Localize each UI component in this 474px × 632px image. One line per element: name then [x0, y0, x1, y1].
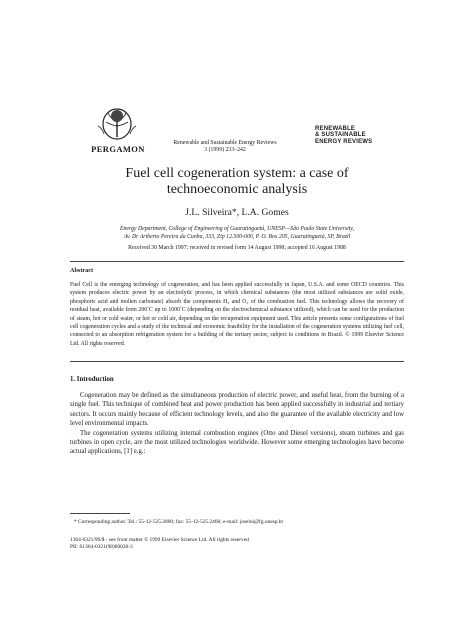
- brand-line: ENERGY REVIEWS: [315, 138, 373, 145]
- journal-citation: [160, 140, 290, 155]
- title-line: technoeconomic analysis: [166, 182, 308, 197]
- copyright-block: [70, 537, 400, 552]
- abstract-text: Fuel Cell is the emerging technology of cogeneration, and has been applied successfully in Japan, U.S.A. and some OECD countries. This system produces electric power by an electrolytic process, in which chemical substances (the most utilized substances are solid oxide, phosphoric acid and molten carbonate) absorb the components H₂ and O₂ of the combustion fuel. This technology allows the recovery of residual heat, available from 200˚C up to 1000˚C (depending on the electrochemical substance utilized), which can be used for the production of steam, hot or cold water, or hot or cold air, depending on the recuperation equipment used. This article presents some configurations of fuel cell cogeneration cycles and a study of the technical and economic feasibility for the installation of the cogeneration systems utilizing fuel cell, connected to an absorption refrigeration system for a building of the tertiary sector, subject to conditions in Brazil. © 1999 Elsevier Science Ltd. All rights reserved.: [70, 282, 404, 347]
- copyright-line: 1364-0321/99/$ - see front matter © 1999 Elsevier Science Ltd. All rights reserved: [70, 537, 249, 543]
- abstract-heading: Abstract: [70, 267, 94, 274]
- history-dates: Received 30 March 1997; received in revised form 14 August 1998; accepted 16 August 1988: [128, 245, 346, 251]
- journal-name: Renewable and Sustainable Energy Reviews: [173, 140, 277, 146]
- affiliation-line: Av. Dr Ariberto Pereira da Cunha, 333, Zip 12.500-000, P. O. Box 205, Guaratinguetá, SP, Brazil: [123, 234, 351, 240]
- introduction-body: [70, 391, 404, 457]
- footnote: * Corresponding author. Tel.: 55-12-525.2800; fax: 55-12-525.2466; e-mail: joselui@fg.unesp.br: [74, 519, 284, 525]
- brand-line: & SUSTAINABLE: [315, 132, 366, 139]
- divider: [70, 261, 404, 262]
- journal-volume: 3 (1999) 233–242: [204, 147, 246, 154]
- affiliation: [80, 225, 394, 241]
- paragraph: The cogeneration systems utilizing internal combustion engines (Otto and Diesel versions), steam turbines and gas turbines in open cycle, are the most utilized technologies worldwide. However some emerging technologies have become actual applications, [1] e.g.:: [70, 429, 404, 456]
- footnote-divider: [70, 513, 130, 514]
- authors: J.L. Silveira*, L.A. Gomes: [185, 207, 289, 218]
- divider: [70, 361, 404, 362]
- section-heading: 1. Introduction: [70, 376, 114, 383]
- title-line: Fuel cell cogeneration system: a case of: [125, 166, 349, 181]
- publisher-name: PERGAMON: [91, 144, 145, 154]
- paper-title: [80, 166, 394, 198]
- affiliation-line: Energy Department, College of Engineering of Guaratinguetá, UNESP—São Paulo State University,: [119, 226, 355, 232]
- brand-line: RENEWABLE: [315, 126, 356, 132]
- journal-brand: [315, 126, 395, 145]
- pii-line: PII: S1364-0321(98)00020-3: [70, 544, 133, 551]
- paragraph: Cogeneration may be defined as the simultaneous production of electric power, and useful heat, from the burning of a single fuel. This technique of combined heat and power production has been applied successfully in industrial and tertiary sectors. It occurs mainly because of efficient technology levels, and also the guarantee of the available electricity and low level environmental impacts.: [70, 392, 404, 428]
- pergamon-logo-icon: [94, 106, 140, 142]
